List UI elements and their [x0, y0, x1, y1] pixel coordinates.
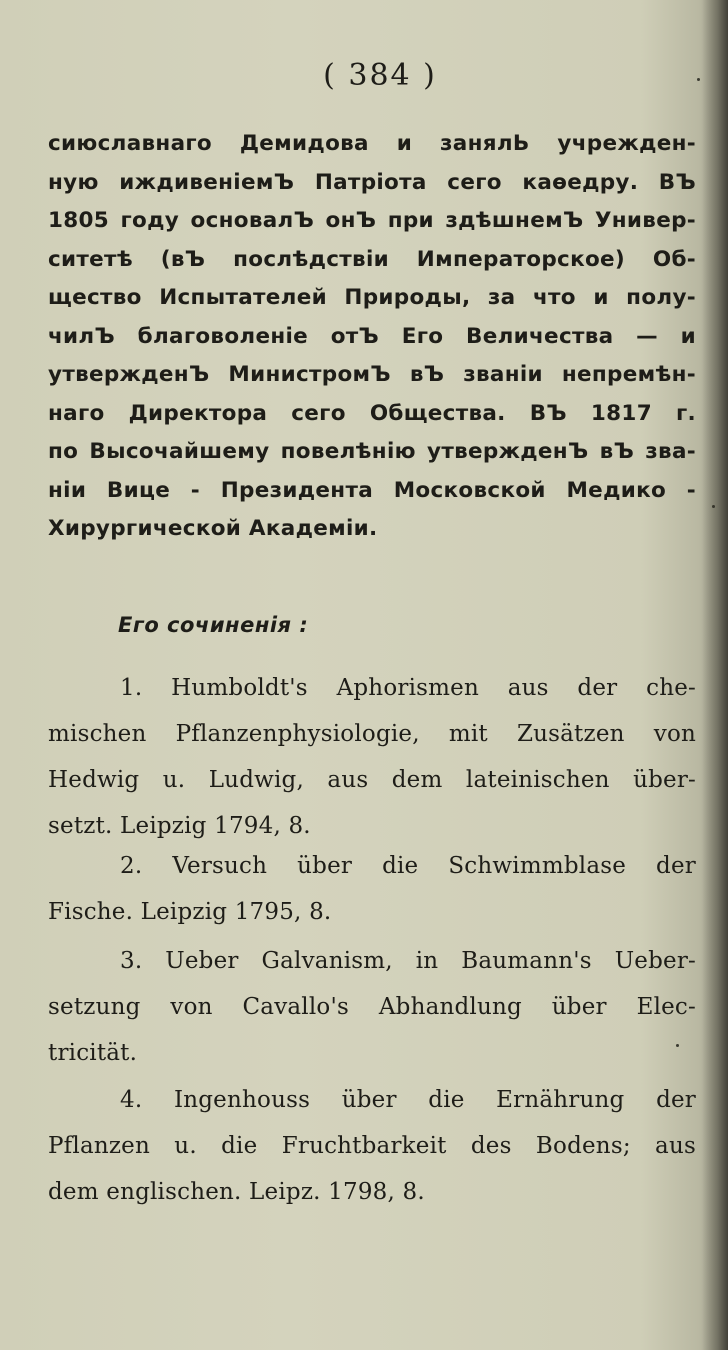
text-line: чилЪ благоволенiе отЪ Его Величества — и	[48, 323, 696, 349]
page-number: ( 384 )	[323, 58, 437, 93]
text-line: ную иждивенiемЪ Патрiота сего каѳедру. ВЪ	[48, 169, 696, 195]
page-edge-shadow	[702, 0, 728, 1350]
text-line: setzung von Cavallo's Abhandlung über Elec-	[48, 994, 696, 1020]
text-line: 3. Ueber Galvanism, in Baumann's Ueber-	[120, 948, 696, 974]
text-line: наго Директора сего Общества. ВЪ 1817 г.	[48, 400, 696, 426]
text-line: нiи Вице - Президента Московской Медико -	[48, 477, 696, 503]
text-line: dem englischen. Leipz. 1798, 8.	[48, 1179, 425, 1205]
work-entry-4	[48, 1077, 696, 1215]
paper-speck	[697, 78, 700, 81]
works-heading: Его сочиненiя :	[118, 613, 309, 637]
text-line: Fische. Leipzig 1795, 8.	[48, 899, 332, 925]
text-line: 2. Versuch über die Schwimmblase der	[120, 853, 696, 879]
text-line: setzt. Leipzig 1794, 8.	[48, 813, 311, 839]
text-line: щество Испытателей Природы, за что и полу-	[48, 285, 696, 310]
work-entry-1	[48, 665, 696, 849]
text-line: mischen Pflanzenphysiologie, mit Zusätzen von	[48, 721, 696, 747]
work-entry-2	[48, 843, 696, 935]
text-line: 1805 году основалЪ онЪ при здѣшнемЪ Универ-	[48, 208, 696, 233]
work-entry-3	[48, 938, 696, 1076]
biography-paragraph	[48, 125, 696, 549]
text-line: по Высочайшему повелѣнiю утвержденЪ вЪ зва-	[48, 439, 696, 464]
text-line: Pflanzen u. die Fruchtbarkeit des Bodens; aus	[48, 1133, 696, 1159]
text-line: ситетѣ (вЪ послѣдствiи Императорское) Об-	[48, 246, 696, 272]
text-line: Хирургической Академiи.	[48, 516, 378, 541]
text-line: утвержденЪ МинистромЪ вЪ званiи непремѣн-	[48, 362, 696, 387]
text-line: сиюславнаго Демидова и занялЬ учрежден-	[48, 131, 696, 156]
text-line: 1. Humboldt's Aphorismen aus der che-	[120, 675, 696, 701]
text-line: 4. Ingenhouss über die Ernährung der	[120, 1087, 696, 1113]
paper-speck	[676, 1044, 679, 1047]
text-line: Hedwig u. Ludwig, aus dem lateinischen über-	[48, 767, 696, 793]
text-line: tricität.	[48, 1040, 138, 1066]
